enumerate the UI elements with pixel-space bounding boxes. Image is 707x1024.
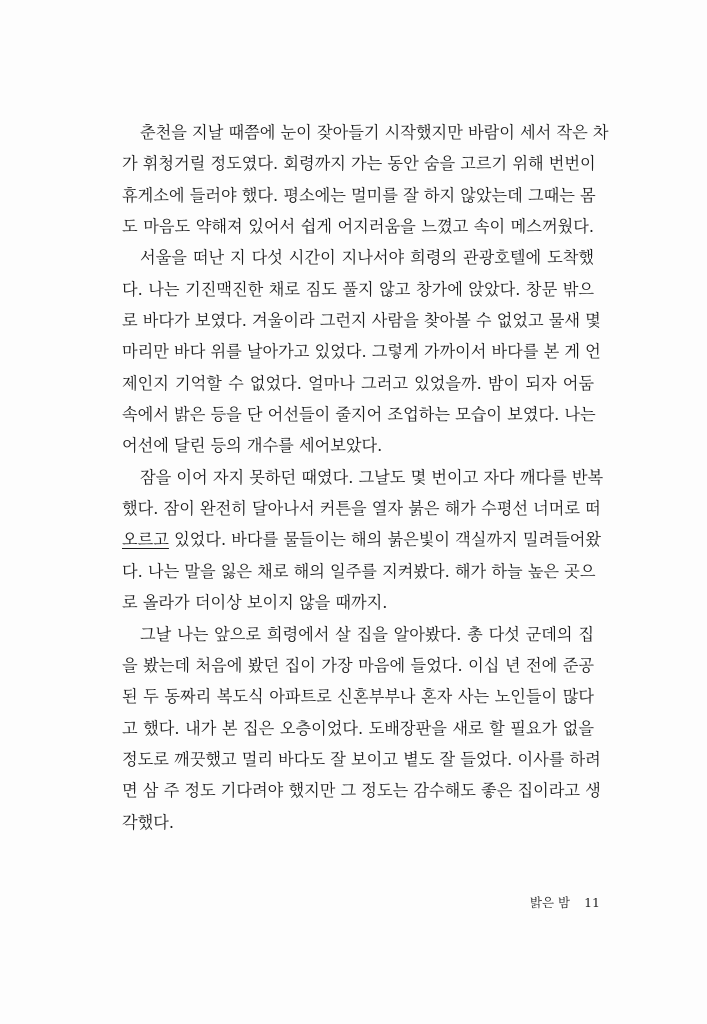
text-line: 된 두 동짜리 복도식 아파트로 신혼부부나 혼자 사는 노인들이 많다 (122, 687, 594, 707)
text-line: 다. 나는 기진맥진한 채로 짐도 풀지 않고 창가에 앉았다. 창문 밖으 (122, 279, 594, 299)
page-number: 11 (584, 895, 600, 910)
text-line: 그날 나는 앞으로 희령에서 살 집을 알아봤다. 총 다섯 군데의 집 (140, 624, 594, 644)
text-line: 을 봤는데 처음에 봤던 집이 가장 마음에 들었다. 이십 년 전에 준공 (122, 655, 594, 675)
text-line: 속에서 밝은 등을 단 어선들이 줄지어 조업하는 모습이 보였다. 나는 (122, 405, 596, 425)
text-line-rest: 있었다. 바다를 물들이는 해의 붉은빛이 객실까지 밀려들어왔 (168, 530, 602, 550)
text-line: 각했다. (122, 812, 175, 832)
text-line: 고 했다. 내가 본 집은 오층이었다. 도배장판을 새로 할 필요가 없을 (122, 718, 594, 738)
text-line: 마리만 바다 위를 날아가고 있었다. 그렇게 가까이서 바다를 본 게 언 (122, 342, 601, 362)
text-line: 제인지 기억할 수 없었다. 얼마나 그러고 있었을까. 밤이 되자 어둠 (122, 373, 594, 393)
body-text (122, 117, 609, 838)
text-line: 어선에 달린 등의 개수를 세어보았다. (122, 436, 383, 456)
text-line: 서울을 떠난 지 다섯 시간이 지나서야 희령의 관광호텔에 도착했 (140, 248, 594, 268)
text-line: 면 삼 주 정도 기다려야 했지만 그 정도는 감수해도 좋은 집이라고 생 (122, 781, 601, 801)
page-footer (520, 893, 600, 913)
text-line: 가 휘청거릴 정도였다. 회령까지 가는 동안 숨을 고르기 위해 번번이 (122, 154, 596, 174)
underlined-word: 오르고 (122, 530, 169, 550)
text-line: 정도로 깨끗했고 멀리 바다도 잘 보이고 볕도 잘 들었다. 이사를 하려 (122, 749, 601, 769)
text-line: 잠을 이어 자지 못하던 때였다. 그날도 몇 번이고 자다 깨다를 반복 (140, 467, 604, 487)
running-title: 밝은 밤 (529, 895, 571, 910)
text-line: 도 마음도 약해져 있어서 쉽게 어지러움을 느꼈고 속이 메스꺼웠다. (122, 217, 594, 237)
text-line: 다. 나는 말을 잃은 채로 해의 일주를 지켜봤다. 해가 하늘 높은 곳으 (122, 561, 596, 581)
text-line: 로 올라가 더이상 보이지 않을 때까지. (122, 593, 388, 613)
text-line-with-underline (122, 524, 602, 555)
text-line: 했다. 잠이 완전히 달아나서 커튼을 열자 붉은 해가 수평선 너머로 떠 (122, 499, 601, 519)
text-line: 휴게소에 들러야 했다. 평소에는 멀미를 잘 하지 않았는데 그때는 몸 (122, 185, 596, 205)
text-line: 로 바다가 보였다. 겨울이라 그런지 사람을 찾아볼 수 없었고 물새 몇 (122, 311, 601, 331)
text-line: 춘천을 지날 때쯤에 눈이 잦아들기 시작했지만 바람이 세서 작은 차 (140, 123, 609, 142)
